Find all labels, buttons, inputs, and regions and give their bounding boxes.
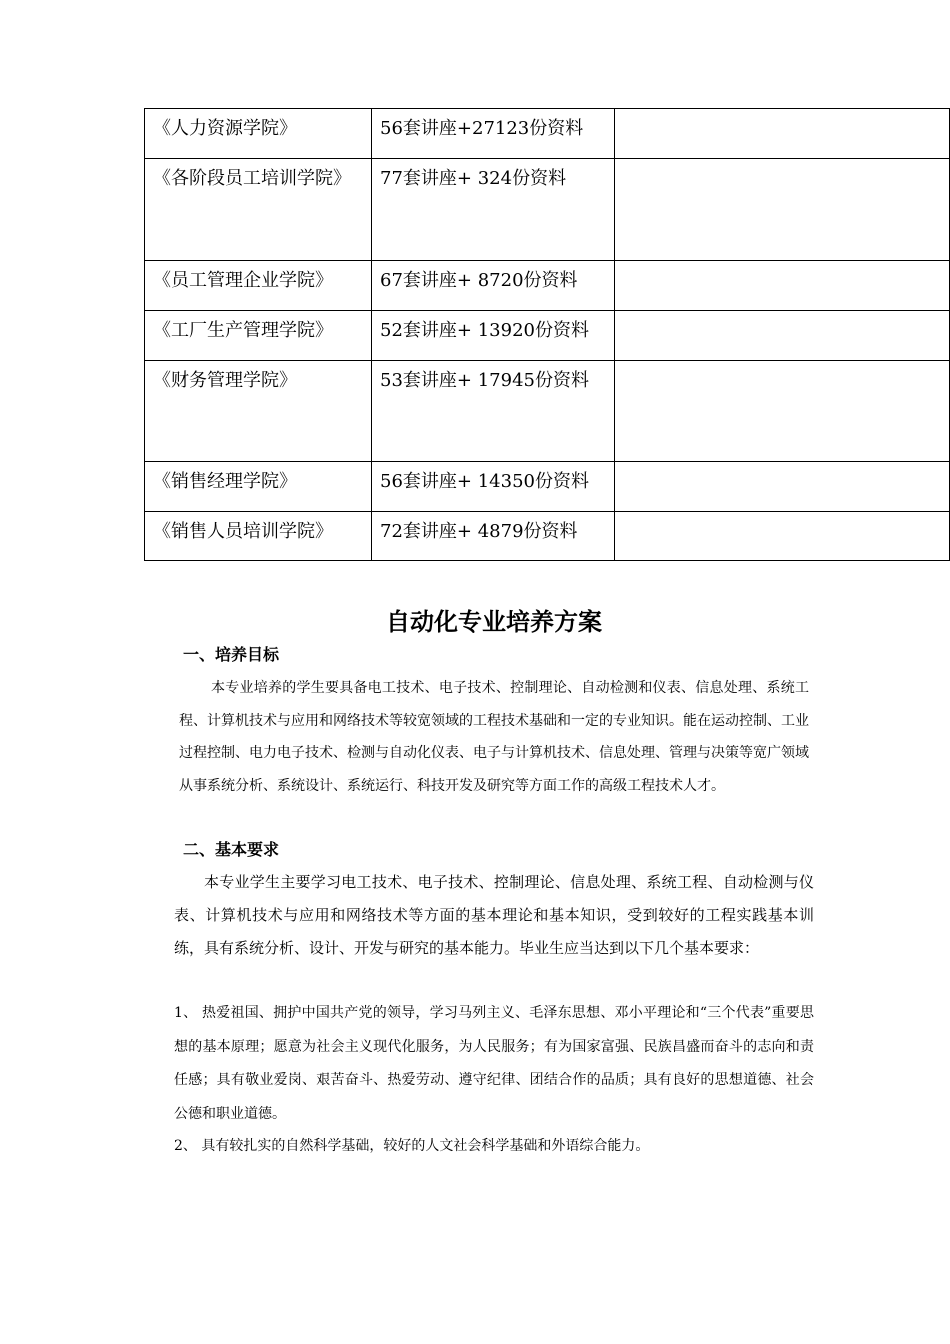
table-row (145, 311, 950, 361)
table-cell-note (615, 159, 950, 261)
requirement-item-2: 2、 具有较扎实的自然科学基础，较好的人文社会科学基础和外语综合能力。 (174, 1138, 650, 1154)
table-cell-note (615, 361, 950, 462)
table-cell-content: 53套讲座+ 17945份资料 (372, 361, 615, 462)
table-cell-content: 56套讲座+27123份资料 (372, 109, 615, 159)
table-row (145, 361, 950, 462)
table-cell-name: 《工厂生产管理学院》 (145, 311, 372, 361)
requirement-item-1: 1、 热爱祖国、拥护中国共产党的领导，学习马列主义、毛泽东思想、邓小平理论和“三个代表”重要思想的基本原理；愿意为社会主义现代化服务，为人民服务；有为国家富强、民族昌盛而奋斗的志向和责任感；具有敬业爱岗、艰苦奋斗、热爱劳动、遵守纪律、团结合作的品质；具有良好的思想道德、社会公德和职业道德。 (174, 1005, 814, 1122)
document-title: 自动化专业培养方案 (386, 608, 602, 636)
table-row (145, 462, 950, 512)
table-cell-note (615, 109, 950, 159)
table-cell-note (615, 261, 950, 311)
table-row (145, 159, 950, 261)
section-body-requirements: 本专业学生主要学习电工技术、电子技术、控制理论、信息处理、系统工程、自动检测与仪表、计算机技术与应用和网络技术等方面的基本理论和基本知识，受到较好的工程实践基本训练，具有系统分析、设计、开发与研究的基本能力。毕业生应当达到以下几个基本要求： (174, 873, 814, 957)
table-row (145, 109, 950, 159)
resource-table (144, 108, 950, 561)
table-cell-name: 《财务管理学院》 (145, 361, 372, 462)
section-heading-requirements: 二、基本要求 (183, 840, 280, 859)
section-heading-goals: 一、培养目标 (183, 645, 280, 664)
table-cell-content: 56套讲座+ 14350份资料 (372, 462, 615, 512)
table-cell-name: 《销售人员培训学院》 (145, 512, 372, 561)
table-cell-note (615, 512, 950, 561)
table-row (145, 512, 950, 561)
table-cell-name: 《销售经理学院》 (145, 462, 372, 512)
table-cell-name: 《各阶段员工培训学院》 (145, 159, 372, 261)
table-cell-content: 72套讲座+ 4879份资料 (372, 512, 615, 561)
table-cell-name: 《人力资源学院》 (145, 109, 372, 159)
table-cell-content: 52套讲座+ 13920份资料 (372, 311, 615, 361)
table-cell-name: 《员工管理企业学院》 (145, 261, 372, 311)
table-cell-note (615, 462, 950, 512)
table-cell-note (615, 311, 950, 361)
table-cell-content: 67套讲座+ 8720份资料 (372, 261, 615, 311)
section-body-goals: 本专业培养的学生要具备电工技术、电子技术、控制理论、自动检测和仪表、信息处理、系统工程、计算机技术与应用和网络技术等较宽领域的工程技术基础和一定的专业知识。能在运动控制、工业过程控制、电力电子技术、检测与自动化仪表、电子与计算机技术、信息处理、管理与决策等宽广领域从事系统分析、系统设计、系统运行、科技开发及研究等方面工作的高级工程技术人才。 (179, 680, 809, 794)
table-row (145, 261, 950, 311)
table-cell-content: 77套讲座+ 324份资料 (372, 159, 615, 261)
